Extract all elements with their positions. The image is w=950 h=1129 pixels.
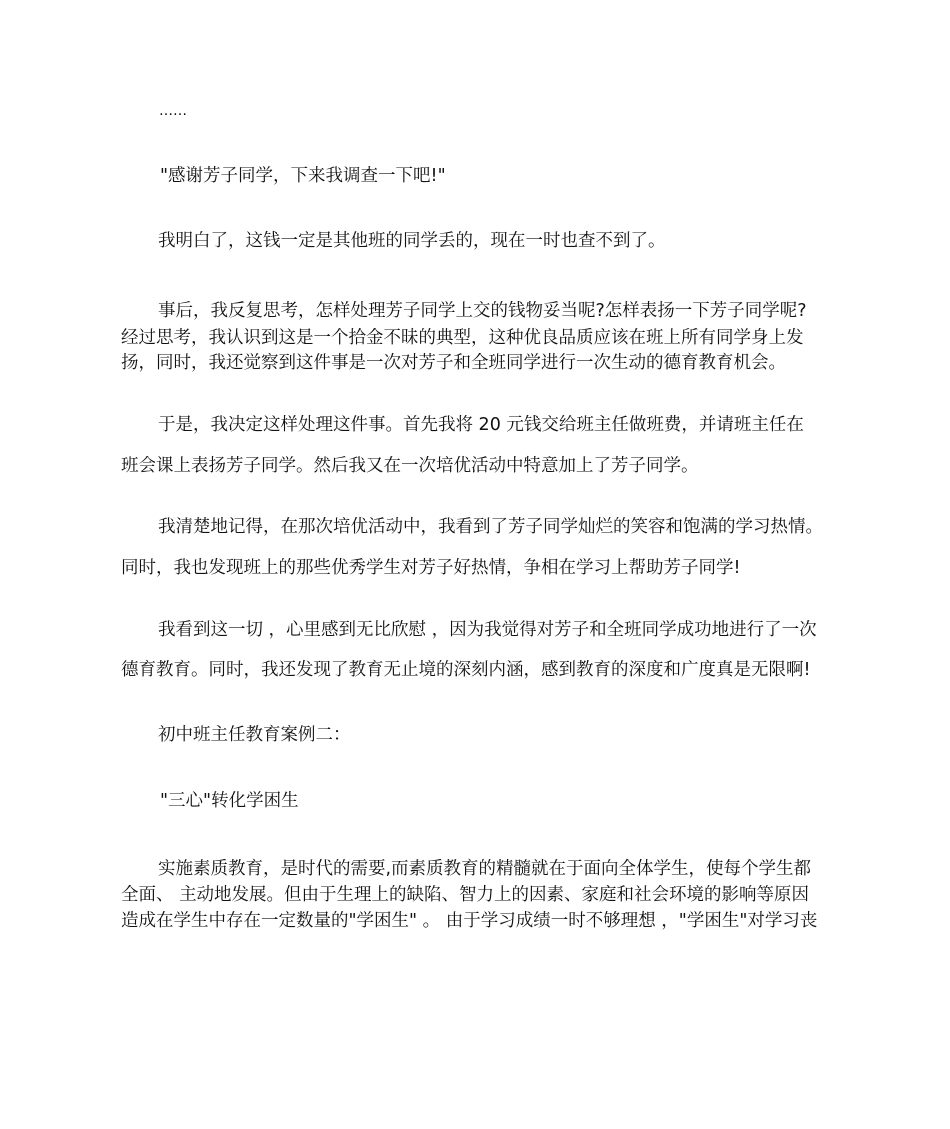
paragraph-line: 我清楚地记得，在那次培优活动中，我看到了芳子同学灿烂的笑容和饱满的学习热情。 [158, 517, 823, 537]
paragraph-line: 我明白了，这钱一定是其他班的同学丢的，现在一时也查不到了。 [158, 231, 666, 251]
paragraph-line: 经过思考，我认识到这是一个拾金不昧的典型，这种优良品质应该在班上所有同学身上发 [121, 328, 804, 348]
paragraph-line: 全面、 主动地发展。但由于生理上的缺陷、智力上的因素、家庭和社会环境的影响等原因 [121, 885, 810, 905]
paragraph-line: 事后，我反复思考，怎样处理芳子同学上交的钱物妥当呢?怎样表扬一下芳子同学呢? [158, 301, 807, 321]
ellipsis-line: …… [159, 103, 187, 119]
dialogue-quote: "感谢芳子同学，下来我调查一下吧!" [160, 166, 446, 186]
paragraph-line: 扬，同时，我还觉察到这件事是一次对芳子和全班同学进行一次生动的德育教育机会。 [121, 353, 786, 373]
paragraph-line: 德育教育。同时，我还发现了教育无止境的深刻内涵，感到教育的深度和广度真是无限啊! [121, 660, 811, 680]
paragraph-line: 造成在学生中存在一定数量的"学困生" 。 由于学习成绩一时不够理想 ，"学困生"对学习丧 [121, 911, 818, 931]
paragraph-line: 班会课上表扬芳子同学。然后我又在一次培优活动中特意加上了芳子同学。 [121, 456, 699, 476]
paragraph-line: 同时，我也发现班上的那些优秀学生对芳子好热情，争相在学习上帮助芳子同学! [121, 558, 741, 578]
paragraph-line: 我看到这一切 ，心里感到无比欣慰 ，因为我觉得对芳子和全班同学成功地进行了一次 [158, 620, 817, 640]
paragraph-line: 实施素质教育，是时代的需要,而素质教育的精髓就在于面向全体学生，使每个学生都 [158, 859, 812, 879]
section-title: "三心"转化学困生 [160, 791, 299, 811]
section-heading: 初中班主任教育案例二： [158, 725, 351, 745]
paragraph-line: 于是，我决定这样处理这件事。首先我将 20 元钱交给班主任做班费，并请班主任在 [158, 415, 804, 435]
